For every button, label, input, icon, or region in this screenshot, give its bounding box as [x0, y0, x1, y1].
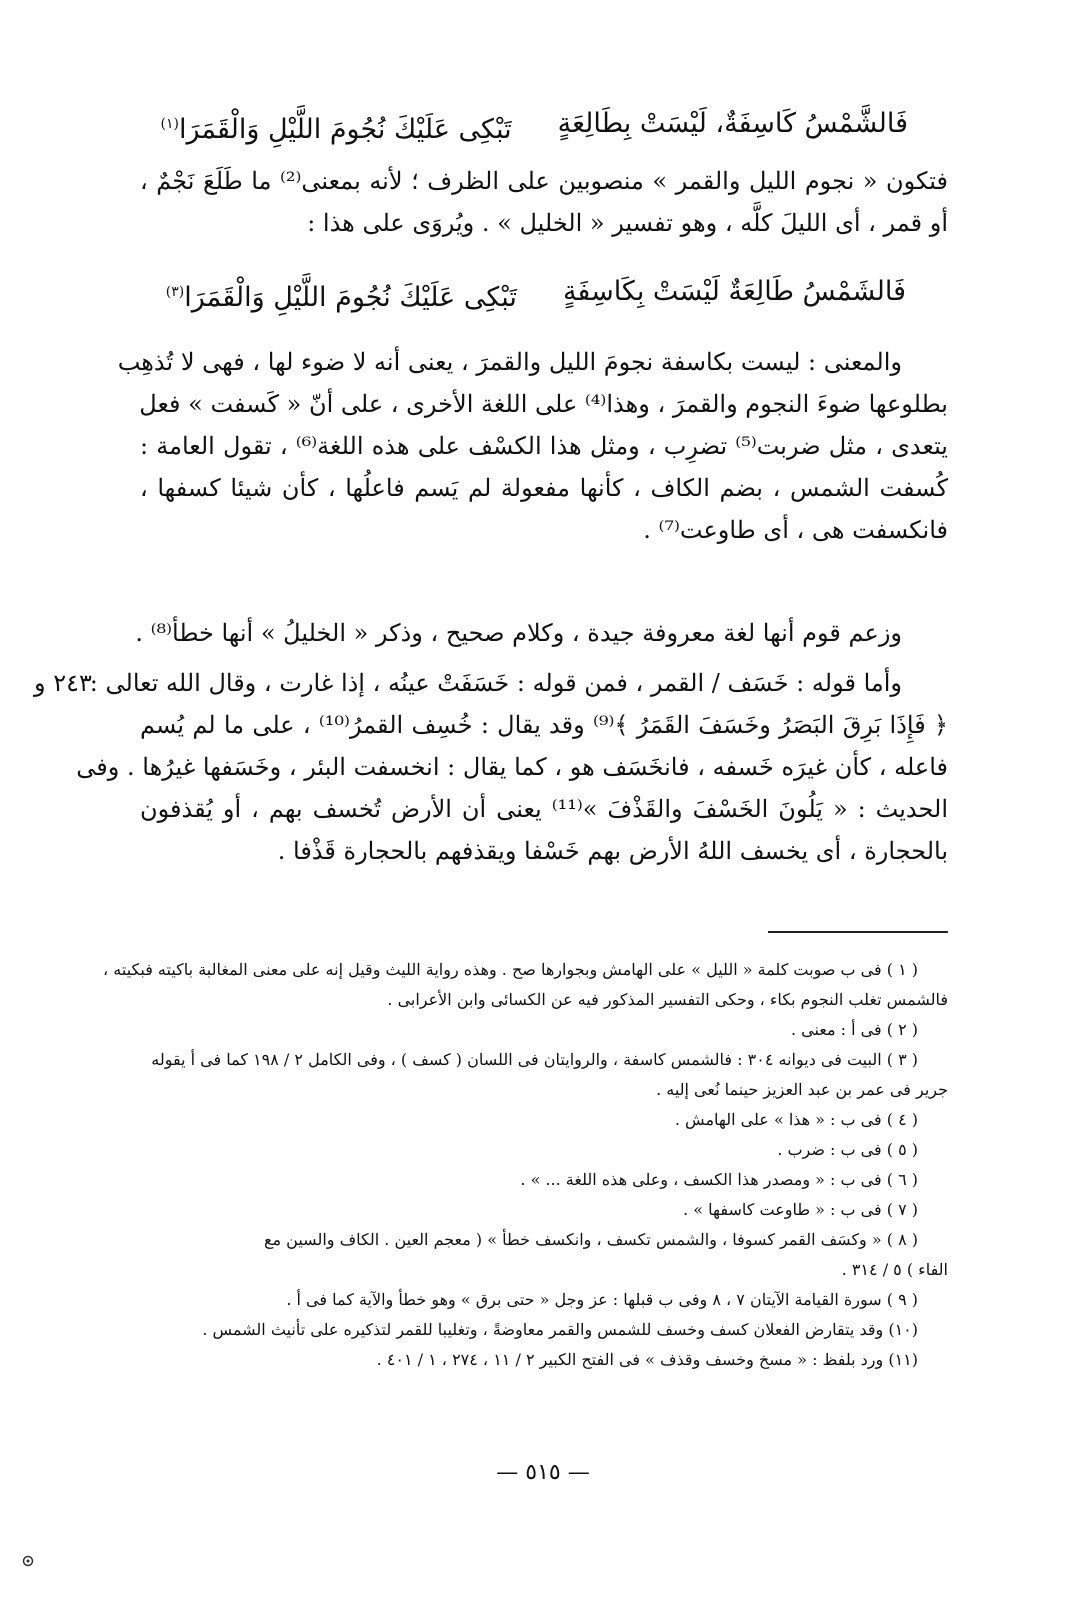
verse-1-left-text: تَبْكِى عَلَيْكَ نُجُومَ اللَّيْلِ وَالْقَمَرَا [178, 114, 512, 145]
footnote-line: ( ٥ ) فى ب : ضرب . [777, 1140, 918, 1159]
verse-2 [166, 272, 906, 318]
paragraph-3-line-1: وزعم قوم أنها لغة معروفة جيدة ، وكلام صحيح ، وذكر « الخليلُ » أنها خطأ⁽⁸⁾ . [135, 619, 902, 647]
margin-folio-reference: ٢٤٣ و [34, 669, 92, 697]
paragraph-2 [117, 341, 948, 551]
footnote-line: الفاء ) ٥ / ٣١٤ . [841, 1260, 948, 1279]
footnote-line: (١٠) وقد يتقارض الفعلان كسف وخسف للشمس والقمر معاوضةً ، وتغليبا للقمر لتذكيره على تأنيث الشمس . [202, 1320, 918, 1339]
paragraph-4-line-4: الحديث : « يَلُونَ الخَسْفَ والقَذْفَ »⁽¹¹⁾ يعنى أن الأرض تُخسف بهم ، أو يُقذفون [140, 795, 949, 823]
paragraph-1-line-1: فتكون « نجوم الليل والقمر » منصوبين على الظرف ؛ لأنه بمعنى⁽²⁾ ما طَلَعَ نَجْمٌ ، [140, 167, 948, 195]
paragraph-4-line-2: ﴿ فَإِذَا بَرِقَ البَصَرُ وخَسَفَ القَمَرُ ﴾⁽⁹⁾ وقد يقال : خُسِف القمرُ⁽¹⁰⁾ ، على ما لم يُسم [140, 711, 949, 739]
verse-1-left-hemistich [160, 104, 511, 150]
paragraph-2-line-1: والمعنى : ليست بكاسفة نجومَ الليل والقمرَ ، يعنى أنه لا ضوء لها ، فهى لا تُذهِب [117, 348, 902, 376]
paragraph-1-line-2: أو قمر ، أى الليلَ كلَّه ، وهو تفسير « الخليل » . ويُروَى على هذا : [307, 209, 948, 237]
paragraph-3 [135, 612, 948, 654]
paragraph-2-line-2: بطلوعها ضوءَ النجوم والقمرَ ، وهذا⁽⁴⁾ على اللغة الأخرى ، على أنّ « كَسفت » فعل [139, 390, 948, 418]
footnote-separator [768, 931, 948, 933]
paragraph-2-line-5: فانكسفت هى ، أى طاوعت⁽⁷⁾ . [643, 516, 948, 544]
footnote-line: فالشمس تغلب النجوم بكاء ، وحكى التفسير المذكور فيه عن الكسائى وابن الأعرابى . [387, 990, 948, 1009]
footnote-line: ( ٣ ) البيت فى ديوانه ٣٠٤ : فالشمس كاسفة ، والروايتان فى اللسان ( كسف ) ، وفى الكامل ٢ / ١٩٨ كما فى أ يقوله [151, 1050, 918, 1069]
footnote-line: ( ٤ ) فى ب : « هذا » على الهامش . [674, 1110, 918, 1129]
paragraph-4-line-1: وأما قوله : خَسَف / القمر ، فمن قوله : خَسَفَتْ عينُه ، إذا غارت ، وقال الله تعالى : [89, 669, 902, 697]
footnote-line: ( ٦ ) فى ب : « ومصدر هذا الكسف ، وعلى هذه اللغة ... » . [520, 1170, 918, 1189]
footnote-line: (١١) ورد بلفظ : « مسخ وخسف وقذف » فى الفتح الكبير ٢ / ١١ ، ٢٧٤ ، ١ / ٤٠١ . [376, 1350, 918, 1369]
verse-1-right-hemistich: فَالشَّمْسُ كَاسِفَةٌ، لَيْسَتْ بِطَالِعَةٍ [557, 108, 908, 139]
footnote-line: ( ٢ ) فى أ : معنى . [790, 1020, 918, 1039]
verse-2-left-hemistich [166, 272, 517, 318]
verse-2-left-text: تَبْكِى عَلَيْكَ نُجُومَ اللَّيْلِ وَالْقَمَرَا [184, 282, 517, 313]
footnote-line: ( ١ ) فى ب صوبت كلمة « الليل » على الهامش وبجوارها صح . وهذه رواية الليث وقيل إنه على معنى المغالبة باكيته فبكيته ، [103, 960, 918, 979]
printer-mark-icon [22, 1555, 34, 1567]
page-number: — ٥١٥ — [496, 1460, 590, 1485]
verse-1 [160, 104, 908, 150]
paragraph-4-line-5: بالحجارة ، أى يخسف اللهُ الأرض بهم خَسْفا ويقذفهم بالحجارة قَذْفا . [277, 837, 948, 865]
footnote-line: جرير فى عمر بن عبد العزيز حينما نُعى إليه . [656, 1080, 948, 1099]
paragraph-1 [140, 160, 948, 244]
verse-1-footnote-ref: (١) [160, 116, 179, 132]
footnote-line: ( ٩ ) سورة القيامة الآيتان ٧ ، ٨ وفى ب قبلها : عز وجل « حتى برق » وهو خطأ والآية كما فى أ . [286, 1290, 918, 1309]
verse-2-right-hemistich: فَالشَمْسُ طَالِعَةٌ لَيْسَتْ بِكَاسِفَةٍ [562, 276, 906, 307]
footnote-line: ( ٨ ) « وكسَف القمر كسوفا ، والشمس تكسف ، وانكسف خطأ » ( معجم العين . الكاف والسين مع [263, 1230, 918, 1249]
paragraph-2-line-4: كُسفت الشمس ، بضم الكاف ، كأنها مفعولة لم يَسم فاعلُها ، كأن شيئا كسفها ، [140, 474, 948, 502]
footnote-line: ( ٧ ) فى ب : « طاوعت كاسفها » . [683, 1200, 918, 1219]
footnotes [103, 955, 948, 1375]
paragraph-2-line-3: يتعدى ، مثل ضربت⁽⁵⁾ تضرِب ، ومثل هذا الكسْف على هذه اللغة⁽⁶⁾ ، تقول العامة : [140, 432, 948, 460]
paragraph-4-line-3: فاعله ، كأن غيرَه خَسفه ، فانخَسَف هو ، كما يقال : انخسفت البئر ، وخَسَفها غيرُها . وفى [76, 753, 948, 781]
verse-2-footnote-ref: (٣) [165, 284, 185, 300]
paragraph-4 [76, 662, 949, 872]
